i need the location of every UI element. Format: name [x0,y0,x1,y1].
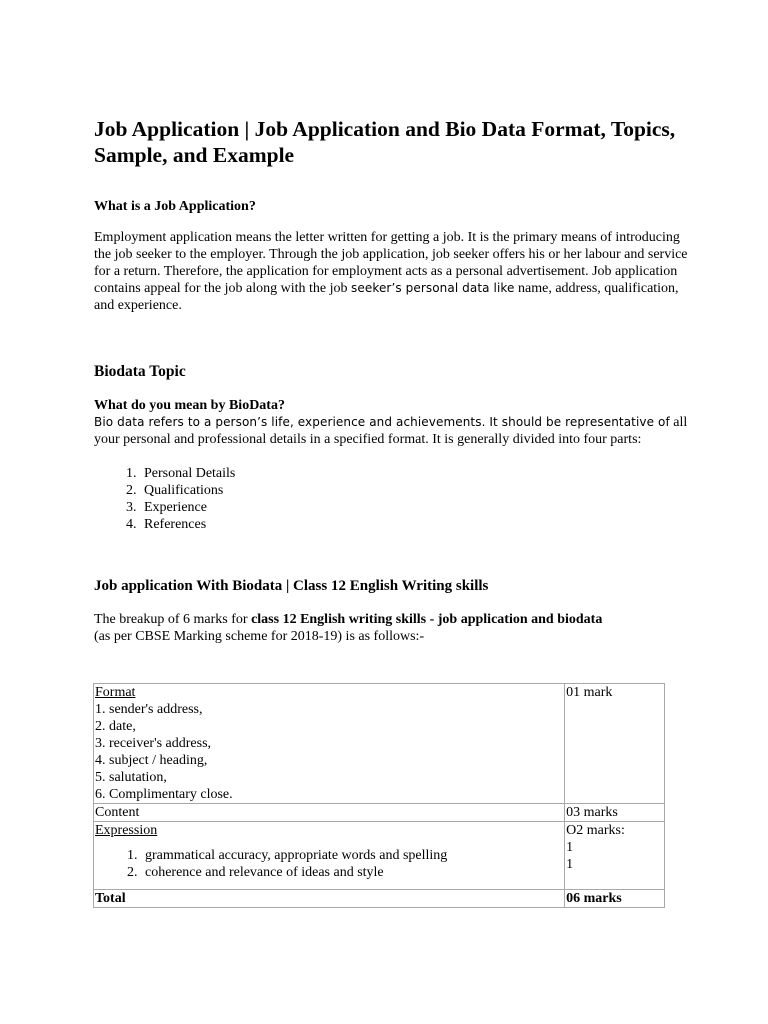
list-item: 2. Qualifications [140,482,694,499]
expression-sub-mark: 1 [566,857,574,872]
list-item: 4. References [140,516,694,533]
biodata-paragraph: Bio data refers to a person’s life, experience and achievements. It should be representative of all your personal and professional details in a specified format. It is generally divided into four parts: [94,415,688,447]
expression-list [95,847,562,881]
format-item: 3. receiver's address, [95,736,212,751]
document-body [94,116,694,645]
page-title: Job Application | Job Application and Bio Data Format, Topics, Sample, and Example [94,117,676,167]
list-item: 2. coherence and relevance of ideas and style [141,864,562,881]
marks-breakup-table [93,683,665,908]
expression-marks-cell [565,822,665,890]
format-item: 6. Complimentary close. [95,787,233,802]
format-marks-cell: 01 mark [565,684,665,804]
expression-sub-mark: 1 [566,840,574,855]
table-row [94,822,665,890]
list-item: 1. grammatical accuracy, appropriate words and spelling [141,847,562,864]
table-row [94,804,665,822]
total-label: Total [95,891,126,906]
total-marks: 06 marks [566,891,622,906]
format-cell [94,684,565,804]
job-application-paragraph: Employment application means the letter written for getting a job. It is the primary means of introducing the job seeker to the employer. Through the job application, job seeker offers his or her labour and service for a return. Therefore, the application for employment acts as a personal advertisement. Job application contains appeal for the job along with the job seeker’s personal data like name, address, qualification, and experience. [94,230,688,313]
class12-heading: Job application With Biodata | Class 12 English Writing skills [94,578,489,594]
biodata-parts-list [94,465,694,533]
question-what-is-job-application: What is a Job Application? [94,199,256,214]
list-item: 1. Personal Details [140,465,694,482]
content-marks-cell: 03 marks [565,804,665,822]
format-label: Format [95,685,136,700]
total-cell [94,890,565,908]
expression-marks: O2 marks: [566,823,625,838]
total-marks-cell [565,890,665,908]
biodata-topic-heading: Biodata Topic [94,363,186,380]
expression-cell [94,822,565,890]
format-item: 4. subject / heading, [95,753,208,768]
question-what-is-biodata: What do you mean by BioData? [94,398,285,413]
format-item: 5. salutation, [95,770,167,785]
format-item: 2. date, [95,719,136,734]
expression-label: Expression [95,823,158,838]
table-row [94,684,665,804]
format-item: 1. sender's address, [95,702,203,717]
list-item: 3. Experience [140,499,694,516]
table-row [94,890,665,908]
content-cell: Content [94,804,565,822]
marks-intro-paragraph: The breakup of 6 marks for class 12 English writing skills - job application and biodata (as per CBSE Marking scheme for 2018-19) is as follows:- [94,612,603,644]
